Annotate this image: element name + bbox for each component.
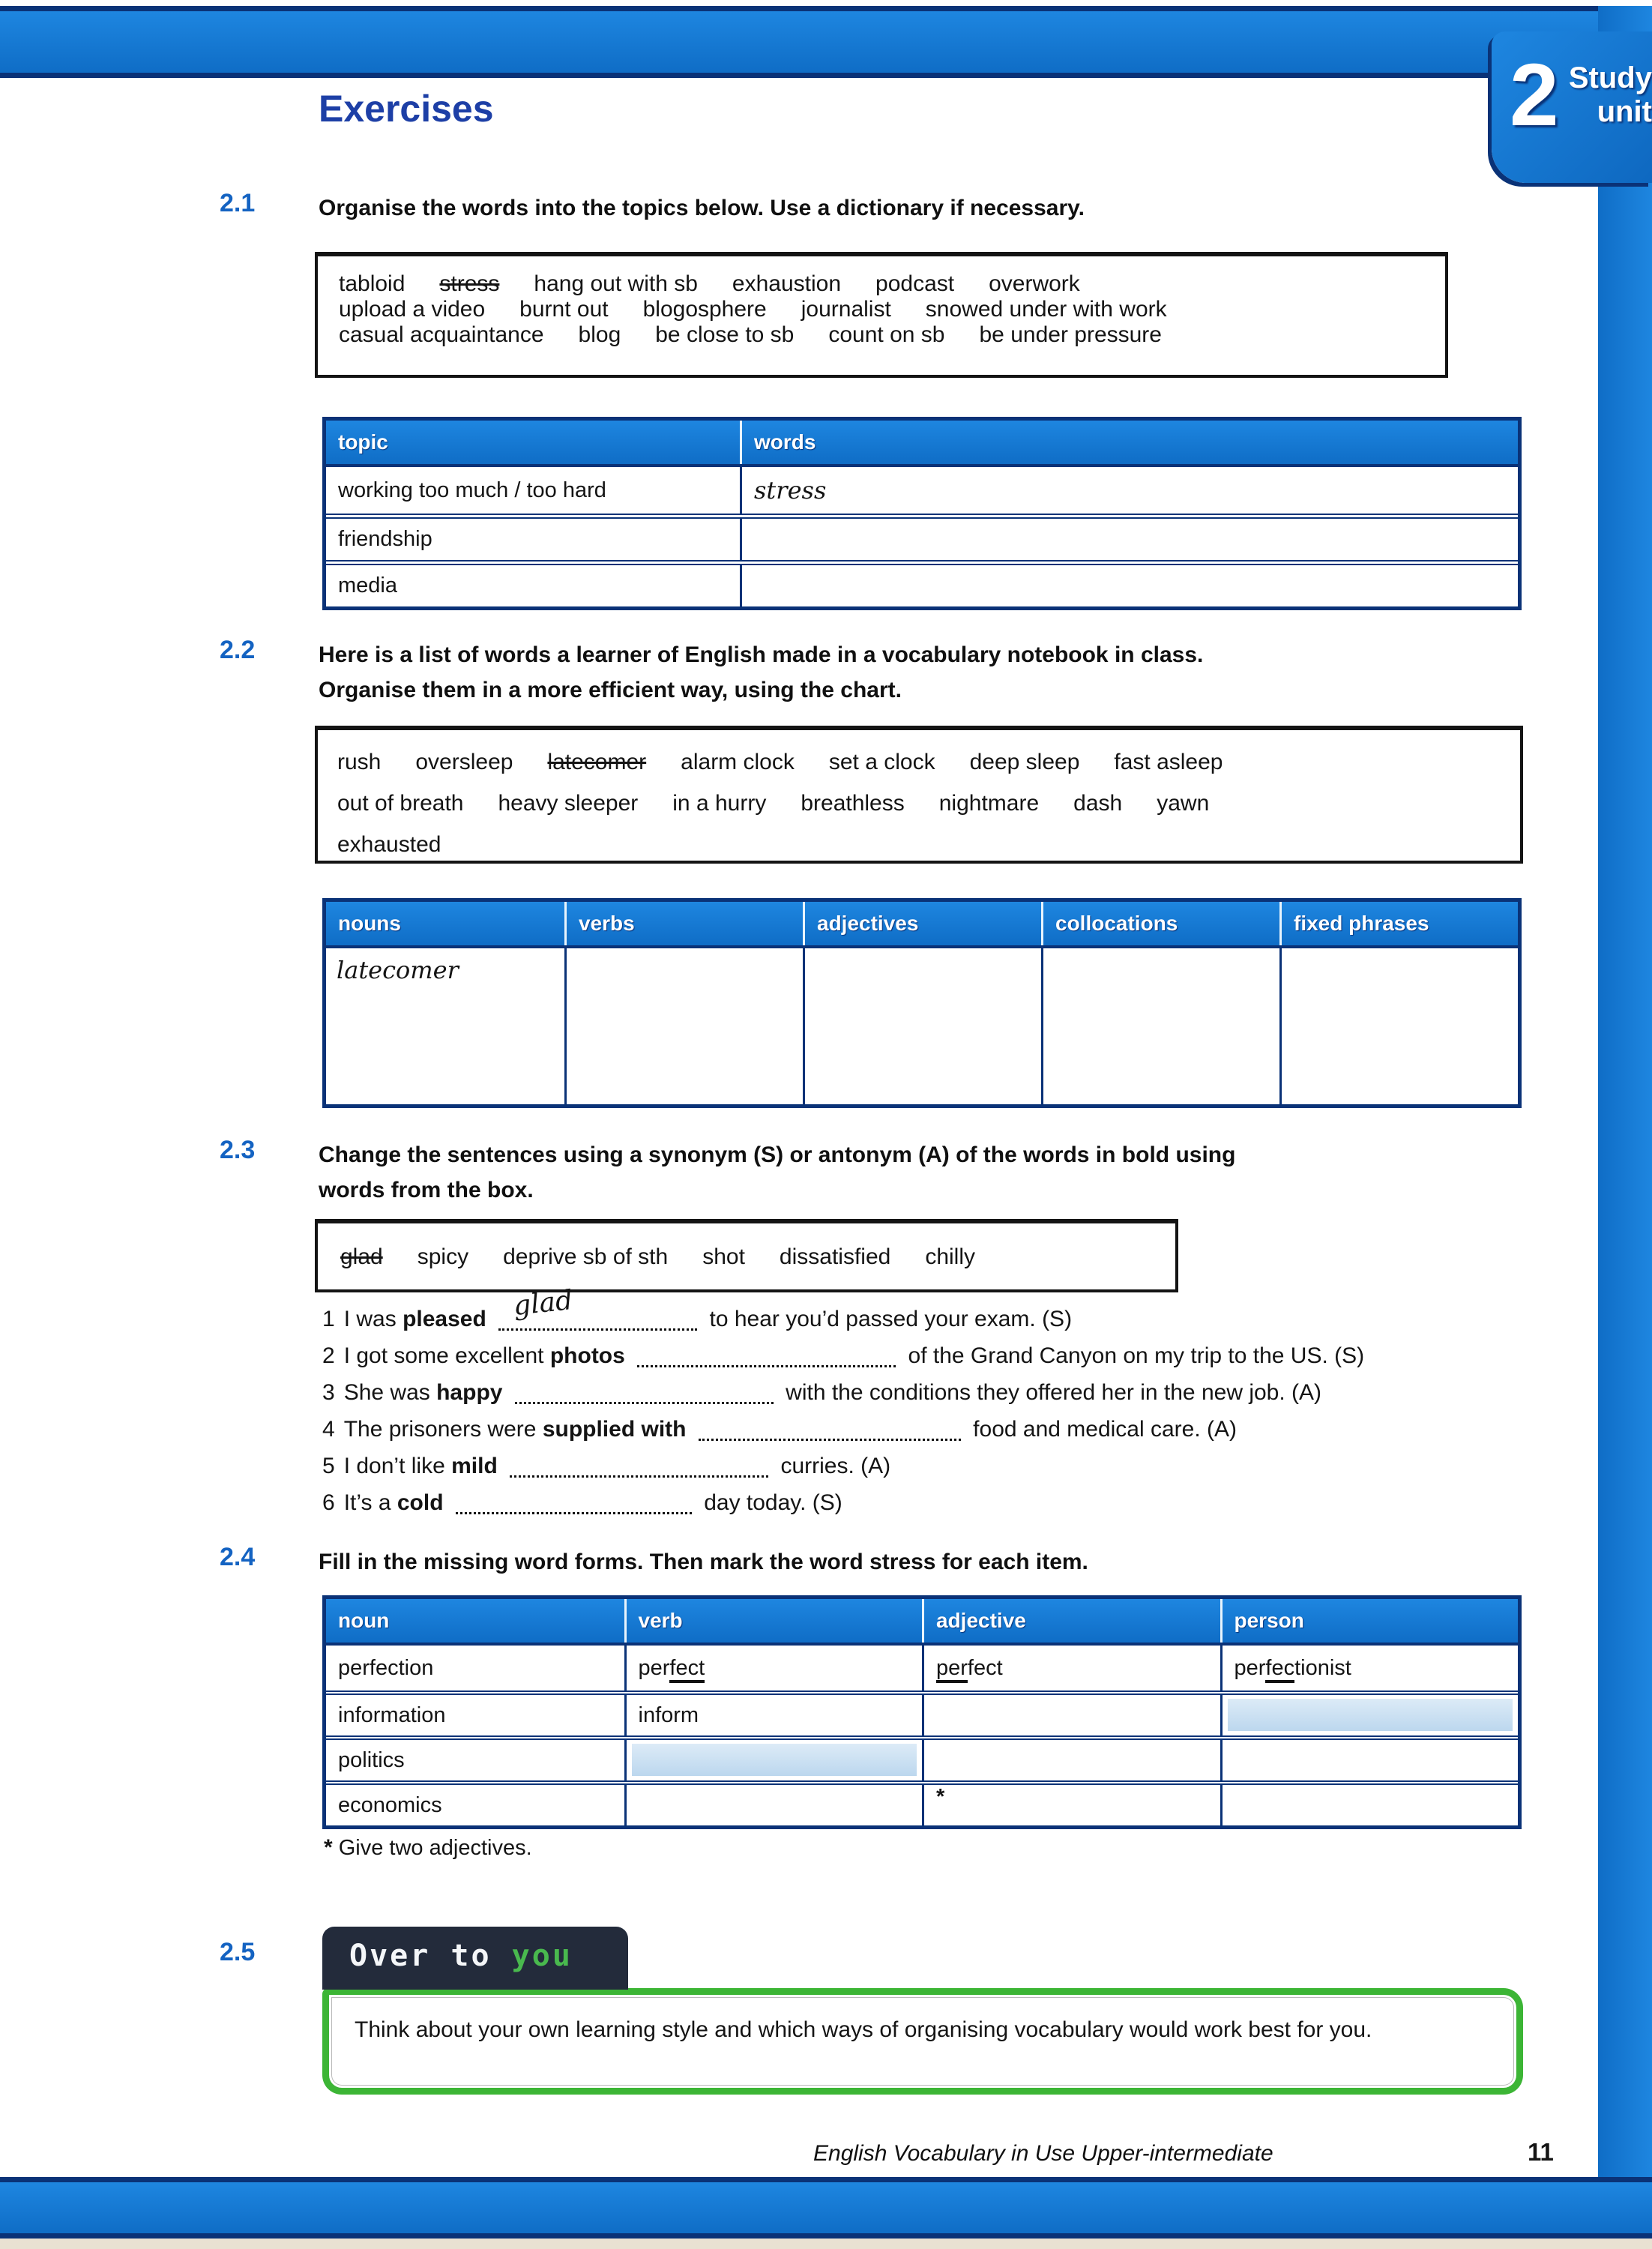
word: latecomer <box>547 750 647 774</box>
word-box-2-3 <box>315 1219 1178 1292</box>
topic-cell: working too much / too hard <box>338 478 606 502</box>
fill-in-blank[interactable] <box>498 1284 697 1331</box>
bottom-blue-bar <box>0 2177 1652 2239</box>
words-cell-empty[interactable] <box>740 565 1518 606</box>
sentence <box>322 1488 1582 1525</box>
instruction-line: Change the sentences using a synonym (S) or antonym (A) of the words in bold using <box>319 1142 1236 1167</box>
sentence-pre: I don’t like <box>343 1454 445 1478</box>
over-to-you-label: Over to <box>349 1939 512 1973</box>
sentence-bold-word: supplied with <box>542 1417 687 1442</box>
instruction-2-4: Fill in the missing word forms. Then mark the word stress for each item. <box>319 1550 1088 1574</box>
over-to-you-label-accent: you <box>511 1939 573 1973</box>
over-to-you-tab <box>322 1927 628 1990</box>
fill-in-blank[interactable] <box>510 1451 768 1478</box>
verb-cell: inform <box>624 1695 923 1735</box>
sentence-number: 4 <box>322 1417 335 1442</box>
topic-cell: media <box>338 573 397 597</box>
top-blue-bar <box>0 6 1652 78</box>
instruction-2-2 <box>319 637 1203 708</box>
words-cell-empty[interactable] <box>740 519 1518 560</box>
column-header: adjective <box>922 1599 1220 1643</box>
sentence-number: 2 <box>322 1343 335 1368</box>
sentence-post: with the conditions they offered her in the new job. (A) <box>786 1380 1322 1405</box>
words-cell-handwritten[interactable]: stress <box>740 467 1518 514</box>
sentence-post: to hear you’d passed your exam. (S) <box>709 1307 1073 1331</box>
sentence-bold-word: cold <box>397 1490 444 1515</box>
exercise-number-2-1: 2.1 <box>220 189 256 217</box>
fill-in-blank[interactable] <box>637 1341 896 1367</box>
column-header: adjectives <box>803 902 1041 945</box>
word-box-line <box>337 785 1520 826</box>
word: chilly <box>925 1244 976 1269</box>
sentence-bold-word: happy <box>436 1380 503 1405</box>
right-blue-band <box>1598 6 1652 2239</box>
adjective-cell-empty[interactable] <box>922 1695 1220 1735</box>
column-header: person <box>1220 1599 1519 1643</box>
sentence-number: 6 <box>322 1490 335 1515</box>
word: breathless <box>801 791 905 816</box>
word: spicy <box>417 1244 469 1269</box>
sentence-bold-word: mild <box>451 1454 498 1478</box>
sentence-pre: It’s a <box>343 1490 391 1515</box>
table-header-row <box>326 1599 1518 1646</box>
exercise-number-2-2: 2.2 <box>220 636 256 664</box>
adjective-cell-empty[interactable] <box>922 1740 1220 1780</box>
word-box-line <box>337 826 1520 867</box>
verb-cell: perfect <box>624 1646 923 1690</box>
column-header: noun <box>338 1609 390 1632</box>
table-row <box>326 1690 1518 1735</box>
table-body-row <box>326 948 1518 1104</box>
over-to-you-text: Think about your own learning style and which ways of organising vocabulary would work best for you. <box>355 2017 1372 2042</box>
table-row <box>326 467 1518 514</box>
verb-cell-empty[interactable] <box>624 1785 923 1825</box>
column-header: nouns <box>338 912 401 935</box>
sentence-number: 5 <box>322 1454 335 1478</box>
adjective-cell-asterisk[interactable]: * <box>922 1785 1220 1825</box>
study-unit-badge <box>1492 31 1652 183</box>
word-box-2-2 <box>315 726 1523 864</box>
page-title: Exercises <box>319 88 494 130</box>
adjectives-cell-empty[interactable] <box>803 948 1041 1104</box>
person-cell-empty[interactable] <box>1220 1785 1519 1825</box>
table-row <box>326 560 1518 606</box>
page-edge-strip <box>0 2239 1652 2249</box>
footnote-asterisk: * <box>324 1835 333 1860</box>
word: hang out with sb <box>534 271 698 296</box>
sentence <box>322 1451 1582 1488</box>
sentence-post: of the Grand Canyon on my trip to the US. (S) <box>908 1343 1365 1368</box>
sentence-pre: She was <box>343 1380 430 1405</box>
sentence-number: 1 <box>322 1307 335 1331</box>
word: be close to sb <box>655 322 795 347</box>
exercise-number-2-4: 2.4 <box>220 1543 256 1571</box>
sentence-bold-word: photos <box>549 1343 625 1368</box>
word: fast asleep <box>1114 750 1223 774</box>
word: in a hurry <box>672 791 767 816</box>
sentence <box>322 1415 1582 1451</box>
unit-label <box>1565 61 1652 183</box>
word: tabloid <box>339 271 406 296</box>
unit-number: 2 <box>1510 46 1559 145</box>
noun-cell: perfection <box>338 1655 434 1680</box>
word-forms-table <box>322 1595 1522 1829</box>
word: be under pressure <box>979 322 1162 347</box>
word: overwork <box>989 271 1080 296</box>
fill-in-blank[interactable] <box>699 1415 961 1441</box>
sentence-post: day today. (S) <box>704 1490 842 1515</box>
sentence-number: 3 <box>322 1380 335 1405</box>
word: upload a video <box>339 297 486 322</box>
sentence <box>322 1341 1582 1378</box>
word-box-line <box>339 271 1445 297</box>
collocations-cell-empty[interactable] <box>1041 948 1279 1104</box>
person-cell: perfectionist <box>1220 1646 1519 1690</box>
table-row <box>326 1780 1518 1825</box>
sentence-pre: The prisoners were <box>343 1417 537 1442</box>
unit-label-bottom: unit <box>1597 94 1652 128</box>
noun-cell: politics <box>338 1747 405 1772</box>
fill-in-blank[interactable] <box>456 1488 692 1514</box>
sentence-post: curries. (A) <box>780 1454 891 1478</box>
word-classes-table <box>322 898 1522 1108</box>
verb-cell-highlighted[interactable] <box>624 1740 923 1780</box>
table-header-row <box>326 421 1518 467</box>
word: count on sb <box>828 322 945 347</box>
word-box-line <box>339 322 1445 348</box>
column-header: verb <box>624 1599 923 1643</box>
word: burnt out <box>519 297 609 322</box>
word: deprive sb of sth <box>503 1244 669 1269</box>
noun-cell: economics <box>338 1792 442 1817</box>
gap-fill-sentences <box>322 1284 1582 1525</box>
word: oversleep <box>415 750 513 774</box>
table-footnote <box>324 1835 532 1861</box>
instruction-line: words from the box. <box>319 1178 534 1202</box>
instruction-2-1: Organise the words into the topics below. Use a dictionary if necessary. <box>319 196 1085 220</box>
word: deep sleep <box>969 750 1080 774</box>
sentence-post: food and medical care. (A) <box>973 1417 1238 1442</box>
exercise-number-2-3: 2.3 <box>220 1136 256 1164</box>
verbs-cell-empty[interactable] <box>564 948 803 1104</box>
word: blog <box>578 322 621 347</box>
word: set a clock <box>828 750 935 774</box>
table-row <box>326 1646 1518 1690</box>
column-header: topic <box>338 430 388 454</box>
word: dissatisfied <box>779 1244 891 1269</box>
handwritten-answer: glad <box>512 1284 575 1322</box>
unit-label-top: Study <box>1568 61 1652 94</box>
sentence-pre: I got some excellent <box>343 1343 544 1368</box>
instruction-line: Organise them in a more efficient way, using the chart. <box>319 678 902 702</box>
topics-table <box>322 417 1522 610</box>
table-row <box>326 1735 1518 1780</box>
instruction-line: Here is a list of words a learner of English made in a vocabulary notebook in class. <box>319 642 1204 667</box>
exercise-number-2-5: 2.5 <box>220 1938 256 1966</box>
word: exhausted <box>337 832 441 857</box>
word: out of breath <box>337 791 464 816</box>
word: blogosphere <box>642 297 767 322</box>
word: podcast <box>875 271 955 296</box>
sentence <box>322 1284 1582 1341</box>
column-header: words <box>740 421 1518 464</box>
adjective-cell: perfect <box>922 1646 1220 1690</box>
table-header-row <box>326 902 1518 948</box>
word: casual acquaintance <box>339 322 544 347</box>
word: stress <box>439 271 500 296</box>
word: nightmare <box>938 791 1040 816</box>
sentence-pre: I was <box>343 1307 397 1331</box>
fill-in-blank[interactable] <box>515 1378 774 1404</box>
over-to-you-box <box>322 1988 1523 2095</box>
word: yawn <box>1157 791 1210 816</box>
column-header: fixed phrases <box>1279 902 1518 945</box>
word-box-2-1 <box>315 252 1448 378</box>
noun-cell: information <box>338 1702 446 1727</box>
word: exhaustion <box>732 271 842 296</box>
person-cell-highlighted[interactable] <box>1220 1695 1519 1735</box>
column-header: collocations <box>1041 902 1279 945</box>
column-header: verbs <box>564 902 803 945</box>
topic-cell: friendship <box>338 527 432 551</box>
footnote-text: Give two adjectives. <box>338 1836 532 1860</box>
word-box-line <box>340 1244 1175 1270</box>
table-row <box>326 514 1518 560</box>
word: rush <box>337 750 382 774</box>
nouns-cell-handwritten[interactable]: latecomer <box>337 956 459 984</box>
word-box-line <box>337 744 1520 785</box>
word: dash <box>1073 791 1123 816</box>
word: alarm clock <box>681 750 795 774</box>
word: snowed under with work <box>925 297 1167 322</box>
sentence <box>322 1378 1582 1415</box>
word: glad <box>340 1244 383 1269</box>
footer-page-number: 11 <box>1528 2138 1554 2166</box>
word: journalist <box>801 297 891 322</box>
footer-book-title: English Vocabulary in Use Upper-intermediate <box>813 2141 1273 2166</box>
person-cell-empty[interactable] <box>1220 1740 1519 1780</box>
word: heavy sleeper <box>498 791 639 816</box>
word: shot <box>702 1244 745 1269</box>
fixed-phrases-cell-empty[interactable] <box>1279 948 1518 1104</box>
sentence-bold-word: pleased <box>403 1307 486 1331</box>
word-box-line <box>339 297 1445 322</box>
instruction-2-3 <box>319 1137 1235 1208</box>
